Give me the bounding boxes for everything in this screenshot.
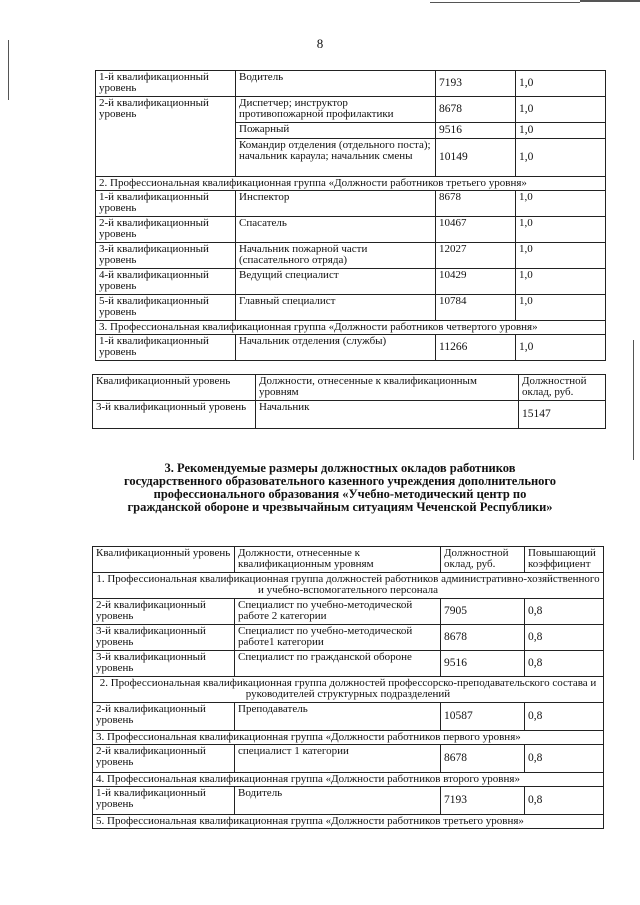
header-level: Квалификационный уровень [93, 547, 235, 573]
salary-cell: 7193 [441, 787, 525, 815]
salary-cell: 9516 [441, 651, 525, 677]
coefficient-cell: 0,8 [525, 703, 604, 731]
group-heading-row [93, 731, 604, 745]
coefficient-cell: 1,0 [516, 217, 606, 243]
scan-mark-right [633, 340, 634, 460]
salary-cell: 8678 [441, 745, 525, 773]
level-cell: 3-й квалификационный уровень [93, 651, 235, 677]
coefficient-cell: 1,0 [516, 295, 606, 321]
coefficient-cell: 0,8 [525, 651, 604, 677]
salary-cell: 8678 [436, 97, 516, 123]
position-cell: специалист 1 категории [235, 745, 441, 773]
coefficient-cell: 1,0 [516, 269, 606, 295]
salary-cell: 10429 [436, 269, 516, 295]
table-row [93, 625, 604, 651]
coefficient-cell: 1,0 [516, 123, 606, 139]
group-heading: 2. Профессиональная квалификационная группа «Должности работников третьего уровня» [96, 177, 606, 191]
coefficient-cell: 0,8 [525, 625, 604, 651]
group-heading-row [93, 677, 604, 703]
group-heading-row [93, 773, 604, 787]
level-cell: 2-й квалификационный уровень [93, 599, 235, 625]
header-coefficient: Повышающий коэффициент [525, 547, 604, 573]
table-row [93, 787, 604, 815]
scan-mark-top [430, 2, 580, 3]
salary-table-training-center [92, 546, 604, 829]
table-header-row [93, 375, 606, 401]
level-cell: 1-й квалификационный уровень [96, 71, 236, 97]
table-row [96, 97, 606, 123]
position-cell: Главный специалист [236, 295, 436, 321]
level-cell: 1-й квалификационный уровень [96, 335, 236, 361]
salary-cell: 7905 [441, 599, 525, 625]
level-cell: 1-й квалификационный уровень [93, 787, 235, 815]
table-row [93, 651, 604, 677]
table-row [93, 401, 606, 429]
position-cell: Специалист по учебно-методической работе1 категории [235, 625, 441, 651]
table-row [96, 335, 606, 361]
section-heading: 3. Рекомендуемые размеры должностных окладов работников государственного образовательного казенного учреждения дополнительного профессионального образования «Учебно-методический центр по гражданской обороне и чрезвычайным ситуациям Чеченской Республики» [123, 461, 557, 514]
level-cell: 2-й квалификационный уровень [96, 97, 236, 177]
salary-cell: 10784 [436, 295, 516, 321]
header-position: Должности, отнесенные к квалификационным уровням [235, 547, 441, 573]
salary-cell: 10149 [436, 139, 516, 177]
group-heading: 1. Профессиональная квалификационная группа должностей работников административно-хозяйственного и учебно-вспомогательного персонала [93, 573, 604, 599]
header-level: Квалификационный уровень [93, 375, 256, 401]
level-cell: 4-й квалификационный уровень [96, 269, 236, 295]
salary-cell: 12027 [436, 243, 516, 269]
level-cell: 3-й квалификационный уровень [93, 401, 256, 429]
group-heading: 4. Профессиональная квалификационная группа «Должности работников второго уровня» [93, 773, 604, 787]
group-heading-row [96, 321, 606, 335]
position-cell: Начальник пожарной части (спасательного отряда) [236, 243, 436, 269]
salary-cell: 8678 [436, 191, 516, 217]
coefficient-cell: 1,0 [516, 139, 606, 177]
position-cell: Специалист по гражданской обороне [235, 651, 441, 677]
table-row [96, 191, 606, 217]
salary-table-head [92, 374, 606, 429]
salary-cell: 11266 [436, 335, 516, 361]
salary-cell: 7193 [436, 71, 516, 97]
coefficient-cell: 0,8 [525, 745, 604, 773]
coefficient-cell: 1,0 [516, 191, 606, 217]
table-row [96, 269, 606, 295]
salary-cell: 10467 [436, 217, 516, 243]
coefficient-cell: 1,0 [516, 97, 606, 123]
position-cell: Диспетчер; инструктор противопожарной профилактики [236, 97, 436, 123]
level-cell: 2-й квалификационный уровень [96, 217, 236, 243]
position-cell: Пожарный [236, 123, 436, 139]
position-cell: Водитель [236, 71, 436, 97]
position-cell: Начальник отделения (службы) [236, 335, 436, 361]
coefficient-cell: 0,8 [525, 787, 604, 815]
group-heading-row [93, 573, 604, 599]
coefficient-cell: 1,0 [516, 71, 606, 97]
page-number: 8 [316, 36, 324, 51]
salary-cell: 15147 [519, 401, 606, 429]
level-cell: 3-й квалификационный уровень [96, 243, 236, 269]
header-salary: Должностной оклад, руб. [519, 375, 606, 401]
position-cell: Преподаватель [235, 703, 441, 731]
position-cell: Специалист по учебно-методической работе 2 категории [235, 599, 441, 625]
position-cell: Начальник [256, 401, 519, 429]
group-heading: 5. Профессиональная квалификационная группа «Должности работников третьего уровня» [93, 815, 604, 829]
table-row [93, 745, 604, 773]
scan-mark-top-2 [580, 0, 640, 2]
coefficient-cell: 1,0 [516, 243, 606, 269]
coefficient-cell: 0,8 [525, 599, 604, 625]
coefficient-cell: 1,0 [516, 335, 606, 361]
salary-table-fire-service [95, 70, 606, 361]
table-row [96, 217, 606, 243]
table-row [93, 599, 604, 625]
table-row [96, 243, 606, 269]
position-cell: Ведущий специалист [236, 269, 436, 295]
table-row [96, 71, 606, 97]
group-heading: 3. Профессиональная квалификационная группа «Должности работников четвертого уровня» [96, 321, 606, 335]
level-cell: 5-й квалификационный уровень [96, 295, 236, 321]
position-cell: Инспектор [236, 191, 436, 217]
position-cell: Командир отделения (отдельного поста); начальник караула; начальник смены [236, 139, 436, 177]
level-cell: 2-й квалификационный уровень [93, 703, 235, 731]
level-cell: 3-й квалификационный уровень [93, 625, 235, 651]
group-heading: 3. Профессиональная квалификационная группа «Должности работников первого уровня» [93, 731, 604, 745]
header-salary: Должностной оклад, руб. [441, 547, 525, 573]
salary-cell: 10587 [441, 703, 525, 731]
header-position: Должности, отнесенные к квалификационным уровням [256, 375, 519, 401]
level-cell: 1-й квалификационный уровень [96, 191, 236, 217]
position-cell: Водитель [235, 787, 441, 815]
group-heading-row [93, 815, 604, 829]
table-row [93, 703, 604, 731]
table-row [96, 295, 606, 321]
level-cell: 2-й квалификационный уровень [93, 745, 235, 773]
group-heading-row [96, 177, 606, 191]
position-cell: Спасатель [236, 217, 436, 243]
table-header-row [93, 547, 604, 573]
salary-cell: 9516 [436, 123, 516, 139]
group-heading: 2. Профессиональная квалификационная группа должностей профессорско-преподавательского состава и руководителей структурных подразделений [93, 677, 604, 703]
salary-cell: 8678 [441, 625, 525, 651]
